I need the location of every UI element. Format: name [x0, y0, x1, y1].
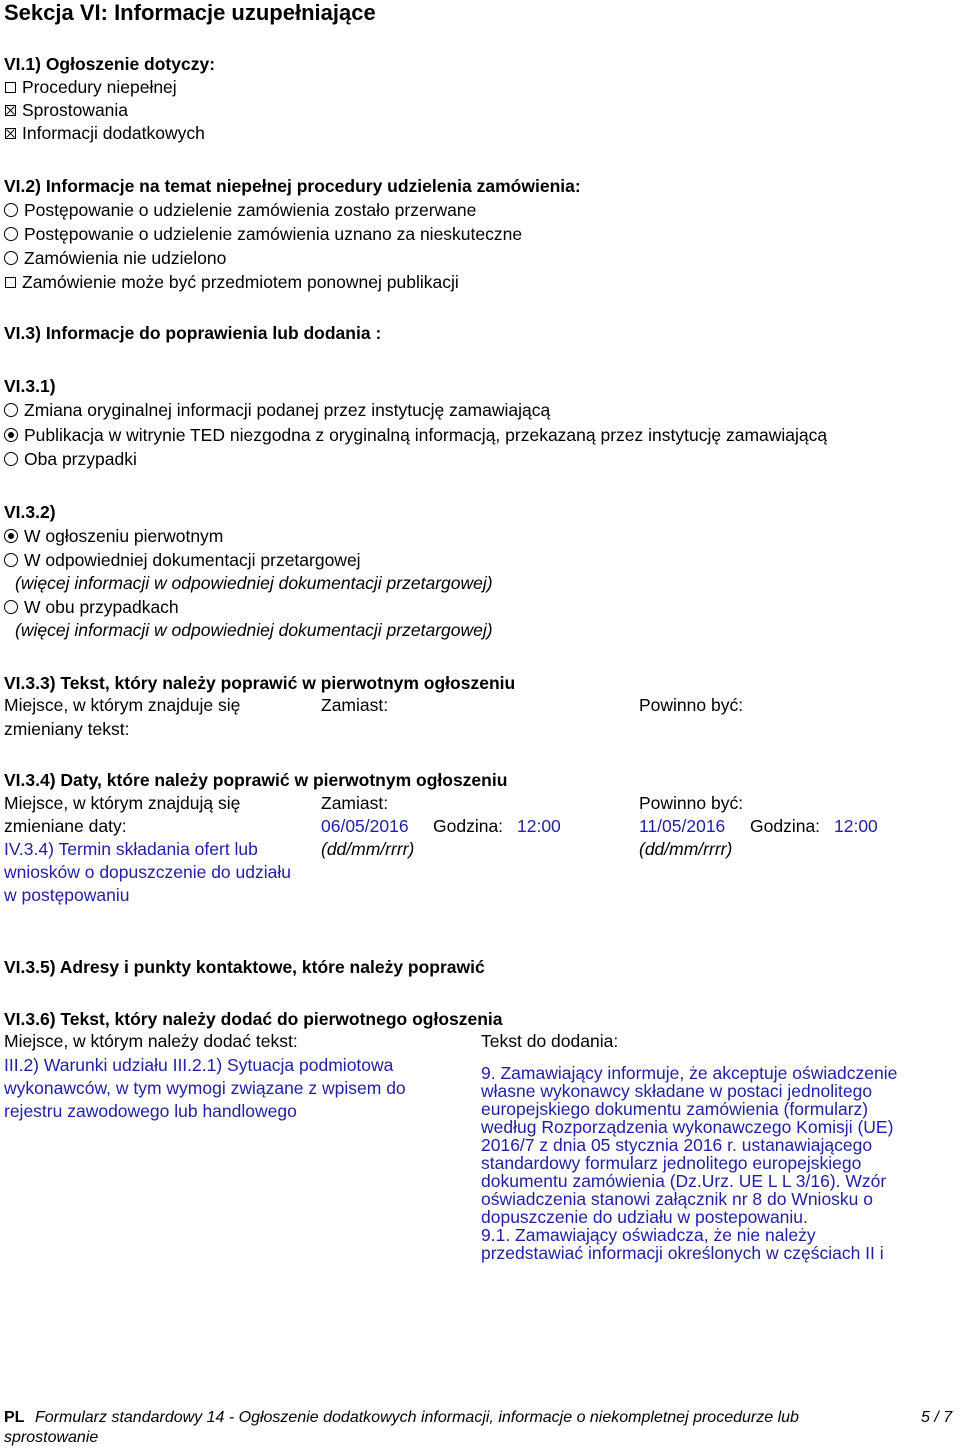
radio-empty-icon	[4, 251, 18, 265]
radio-empty-icon	[4, 203, 18, 217]
option-label: Sprostowania	[22, 100, 129, 120]
option-sprostowania	[5, 100, 128, 120]
vi3-heading: VI.3) Informacje do poprawienia lub dodania :	[4, 323, 382, 343]
radio-label: Publikacja w witrynie TED niezgodna z oryginalną informacją, przekazaną przez instytucję zamawiającą	[24, 425, 828, 445]
radio-empty-icon	[4, 553, 18, 567]
vi33-heading: VI.3.3) Tekst, który należy poprawić w pierwotnym ogłoszeniu	[4, 673, 516, 693]
checkbox-empty-icon	[5, 277, 16, 288]
radio-label: W odpowiedniej dokumentacji przetargowej	[24, 550, 361, 570]
checkbox-label: Zamówienie może być przedmiotem ponownej publikacji	[22, 272, 459, 292]
new-time-label: Godzina:	[750, 816, 821, 836]
added-text-line: dopuszczenie do udziału w postepowaniu.	[481, 1207, 808, 1227]
new-date-value: 11/05/2016	[639, 816, 726, 836]
vi1-heading: VI.1) Ogłoszenie dotyczy:	[4, 54, 216, 74]
vi36-col-place: Miejsce, w którym należy dodać tekst:	[4, 1031, 298, 1051]
footer-form-line1: Formularz standardowy 14 - Ogłoszenie dodatkowych informacji, informacje o niekompletnej procedurze lub	[35, 1409, 799, 1426]
vi36-place-line: wykonawców, w tym wymogi związane z wpisem do	[4, 1078, 406, 1098]
checkbox-ponowna-publikacja	[5, 272, 459, 292]
added-text-line: europejskiego dokumentu zamówienia (formularz)	[481, 1099, 869, 1119]
radio-selected-icon	[4, 428, 18, 442]
radio-empty-icon	[4, 403, 18, 417]
vi2-heading: VI.2) Informacje na temat niepełnej procedury udzielenia zamówienia:	[4, 176, 581, 196]
vi31-heading: VI.3.1)	[4, 376, 56, 396]
vi34-col-place-line2: zmieniane daty:	[4, 816, 127, 836]
vi34-place-line: IV.3.4) Termin składania ofert lub	[4, 839, 258, 859]
vi34-place-line: w postępowaniu	[4, 885, 130, 905]
radio-empty-icon	[4, 600, 18, 614]
vi32-heading: VI.3.2)	[4, 502, 56, 522]
radio-obu-przypadkach	[4, 597, 179, 617]
radio-empty-icon	[4, 452, 18, 466]
radio-przerwane	[4, 200, 476, 220]
option-procedury-niepelnej	[5, 77, 177, 97]
radio-ogloszenie-pierwotne	[4, 526, 223, 546]
radio-oba-przypadki	[4, 449, 137, 469]
radio-nieskuteczne	[4, 224, 522, 244]
vi36-place-line: III.2) Warunki udziału III.2.1) Sytuacja podmiotowa	[4, 1055, 394, 1075]
added-text-line: według Rozporządzenia wykonawczego Komisji (UE)	[481, 1117, 894, 1137]
vi34-col-place-line1: Miejsce, w którym znajdują się	[4, 793, 241, 813]
new-time-value: 12:00	[834, 816, 878, 836]
vi33-col-place-line2: zmieniany tekst:	[4, 719, 130, 739]
radio-empty-icon	[4, 227, 18, 241]
option-label: Informacji dodatkowych	[22, 123, 205, 143]
added-text-line: oświadczenia stanowi załącznik nr 8 do Wniosku o	[481, 1189, 873, 1209]
radio-nie-udzielono	[4, 248, 226, 268]
added-text-line: 9. Zamawiający informuje, że akceptuje oświadczenie	[481, 1063, 898, 1083]
vi33-col-instead: Zamiast:	[321, 695, 389, 715]
vi36-col-text: Tekst do dodania:	[481, 1031, 619, 1051]
old-time-value: 12:00	[517, 816, 561, 836]
checkbox-checked-icon	[5, 105, 16, 116]
added-text-line: własne wykonawcy składane w postaci jednolitego	[481, 1081, 873, 1101]
old-date-format: (dd/mm/rrrr)	[321, 839, 415, 859]
radio-label: W obu przypadkach	[24, 597, 179, 617]
radio-label: W ogłoszeniu pierwotnym	[24, 526, 224, 546]
added-text-line: 9.1. Zamawiający oświadcza, że nie należy	[481, 1225, 816, 1245]
radio-label: Zmiana oryginalnej informacji podanej przez instytucję zamawiającą	[24, 400, 551, 420]
vi34-col-should: Powinno być:	[639, 793, 744, 813]
obu-przypadkach-note: (więcej informacji w odpowiedniej dokumentacji przetargowej)	[15, 620, 493, 640]
footer-lang: PL	[4, 1409, 25, 1426]
radio-label: Zamówienia nie udzielono	[24, 248, 227, 268]
vi34-place-line: wniosków o dopuszczenie do udziału	[4, 862, 291, 882]
radio-zmiana-oryginalnej	[4, 400, 550, 420]
radio-label: Postępowanie o udzielenie zamówienia zostało przerwane	[24, 200, 477, 220]
added-text-line: przedstawiać informacji określonych w częściach II i	[481, 1243, 884, 1263]
vi36-heading: VI.3.6) Tekst, który należy dodać do pierwotnego ogłoszenia	[4, 1009, 503, 1029]
old-date-value: 06/05/2016	[321, 816, 409, 836]
vi36-place-line: rejestru zawodowego lub handlowego	[4, 1101, 297, 1121]
radio-selected-icon	[4, 529, 18, 543]
old-time-label: Godzina:	[433, 816, 504, 836]
added-text-line: standardowy formularz jednolitego europejskiego	[481, 1153, 862, 1173]
dokumentacja-note: (więcej informacji w odpowiedniej dokumentacji przetargowej)	[15, 573, 493, 593]
checkbox-checked-icon	[5, 128, 16, 139]
radio-dokumentacja	[4, 550, 361, 570]
vi34-col-instead: Zamiast:	[321, 793, 389, 813]
new-date-format: (dd/mm/rrrr)	[639, 839, 733, 859]
vi33-col-place-line1: Miejsce, w którym znajduje się	[4, 695, 241, 715]
added-text-line: dokumentu zamówienia (Dz.Urz. UE L L 3/16). Wzór	[481, 1171, 887, 1191]
vi34-heading: VI.3.4) Daty, które należy poprawić w pierwotnym ogłoszeniu	[4, 770, 508, 790]
radio-label: Oba przypadki	[24, 449, 137, 469]
option-informacji-dodatkowych	[5, 123, 205, 143]
footer-page-number: 5 / 7	[921, 1409, 953, 1426]
checkbox-empty-icon	[5, 82, 16, 93]
vi35-heading: VI.3.5) Adresy i punkty kontaktowe, które należy poprawić	[4, 957, 485, 977]
vi33-col-should: Powinno być:	[639, 695, 744, 715]
radio-label: Postępowanie o udzielenie zamówienia uznano za nieskuteczne	[24, 224, 523, 244]
radio-publikacja-ted	[4, 425, 827, 445]
footer-form-line2: sprostowanie	[4, 1429, 99, 1446]
added-text-line: 2016/7 z dnia 05 stycznia 2016 r. ustanawiającego	[481, 1135, 873, 1155]
option-label: Procedury niepełnej	[22, 77, 177, 97]
section-title: Sekcja VI: Informacje uzupełniające	[4, 0, 376, 25]
